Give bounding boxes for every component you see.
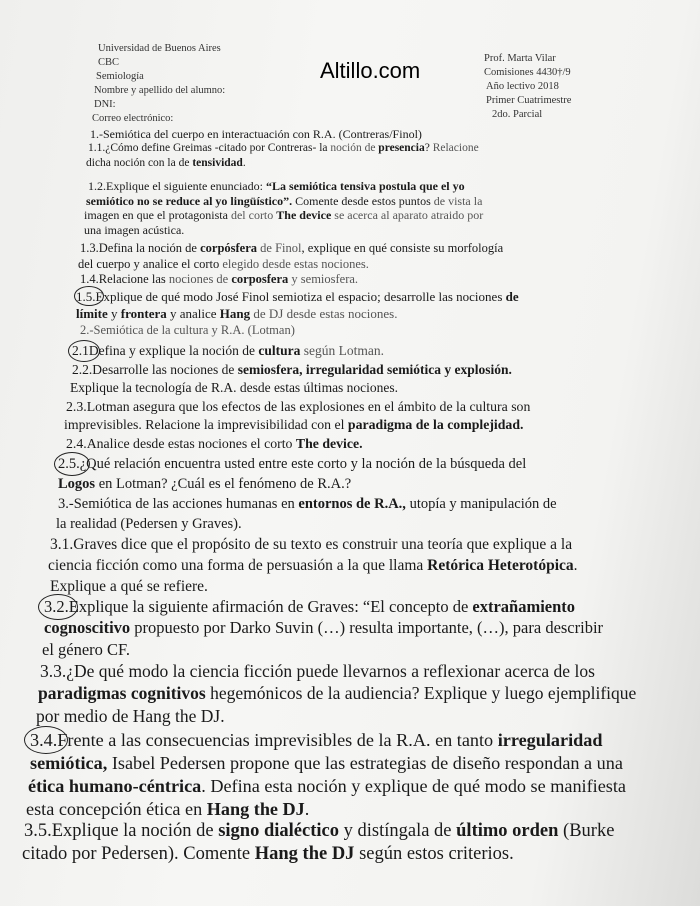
question-line [48, 558, 578, 574]
header-right-line: Primer Cuatrimestre [486, 95, 572, 106]
text-segment: del cuerpo y analice el corto [78, 257, 223, 271]
question-line [84, 209, 483, 221]
bold-term: entornos de R.A., [298, 496, 406, 512]
bold-term: Hang the DJ [206, 799, 305, 819]
question-line [28, 777, 626, 795]
text-segment: 3.-Semiótica de las acciones humanas en [58, 496, 299, 512]
hand-drawn-circle [74, 286, 104, 306]
text-segment: y distíngala de [338, 821, 457, 841]
bold-term: último orden [456, 821, 559, 841]
bold-term: ética humano-céntrica [28, 776, 202, 796]
text-segment: Isabel Pedersen propone que las estrategias de diseño respondan a una [107, 753, 623, 773]
question-line [58, 457, 526, 472]
question-line [76, 290, 519, 303]
watermark: Altillo.com [320, 58, 421, 83]
text-segment: 3.2.Explique la siguiente afirmación de Graves: “El concepto de [44, 597, 473, 616]
header-right-line: Año lectivo 2018 [486, 81, 559, 92]
question-line [40, 663, 595, 681]
question-line [56, 517, 242, 532]
bold-term: frontera [120, 306, 167, 321]
text-segment: del corto [230, 208, 277, 222]
header-right-line: Prof. Marta Vilar [484, 53, 556, 64]
question-line [44, 620, 603, 637]
question-line [80, 242, 503, 255]
hand-drawn-circle [38, 594, 78, 620]
question-line [76, 307, 397, 320]
bold-term: Hang [219, 306, 251, 321]
text-segment: de vista la [433, 194, 483, 208]
text-segment: (Burke [558, 821, 615, 841]
hand-drawn-circle [68, 340, 100, 362]
question-line [86, 195, 482, 207]
text-segment: imagen en que el protagonista [84, 208, 231, 222]
bold-term: Logos [58, 476, 96, 492]
text-segment: una imagen acústica. [84, 223, 185, 237]
bold-term: irregularidad [497, 730, 603, 750]
text-segment: Explique la tecnología de R.A. desde estas últimas nociones. [70, 380, 399, 395]
question-line [30, 754, 623, 772]
text-segment: 2.3.Lotman asegura que los efectos de las explosiones en el ámbito de la cultura son [66, 399, 531, 414]
header-right-line: Comisiones 4430†/9 [484, 67, 571, 78]
question-line [58, 477, 351, 492]
text-segment: , explique en qué consiste su morfología [301, 241, 504, 255]
header-left-line: CBC [98, 57, 120, 68]
text-segment: 1.5.Explique de qué modo José Finol semiotiza el espacio; desarrolle las nociones [76, 289, 506, 304]
question-line [88, 180, 465, 192]
bold-term: The device. [295, 436, 363, 451]
text-segment: 2.1Defina y explique la noción de [72, 343, 259, 358]
bold-term: límite [76, 306, 108, 321]
text-segment: Comente desde estos puntos [292, 194, 434, 208]
text-segment: por medio de Hang the DJ. [36, 706, 225, 726]
question-line [86, 158, 246, 170]
text-segment: noción de [330, 142, 379, 154]
text-segment: 3.4.Frente a las consecuencias imprevisibles de la R.A. en tanto [30, 730, 498, 750]
text-segment: según estos criterios. [354, 844, 514, 864]
bold-term: extrañamiento [472, 597, 576, 616]
text-segment: y analice [166, 306, 220, 321]
text-segment: 2.5.¿Qué relación encuentra usted entre este corto y la noción de la búsqueda del [58, 456, 527, 472]
question-line [44, 599, 575, 616]
text-segment: Relacione [432, 142, 479, 154]
header-right-line: 2do. Parcial [492, 109, 543, 120]
text-segment: . Defina esta noción y explique de qué modo se manifiesta [201, 776, 627, 796]
text-segment: y semiosfera. [288, 272, 359, 286]
text-segment: dicha noción con la de [86, 157, 193, 169]
header-left-line: Universidad de Buenos Aires [98, 43, 221, 54]
text-segment: ciencia ficción como una forma de persuasión a la que llama [48, 557, 428, 574]
question-line [36, 708, 225, 726]
question-line [64, 418, 523, 432]
question-line [72, 344, 384, 358]
hand-drawn-circle [54, 452, 90, 476]
text-segment: citado por Pedersen). Comente [22, 844, 255, 864]
text-segment: 1.4.Relacione las [80, 272, 169, 286]
bold-term: paradigma de la complejidad. [347, 417, 524, 432]
question-line [78, 258, 369, 271]
text-segment: el género CF. [42, 640, 131, 659]
text-segment: utopía y manipulación de [405, 496, 557, 512]
hand-drawn-circle [24, 726, 68, 754]
bold-term: semiosfera, irregularidad semiótica y explosión. [237, 362, 512, 377]
text-segment: 3.5.Explique la noción de [24, 821, 219, 841]
bold-term: cultura [258, 343, 301, 358]
header-left-line: Semiología [96, 71, 144, 82]
text-segment: 2.-Semiótica de la cultura y R.A. (Lotman) [80, 323, 295, 337]
question-line [72, 363, 512, 377]
text-segment: Explique a qué se refiere. [50, 578, 208, 595]
text-segment: hegemónicos de la audiencia? Explique y luego ejemplifique [205, 683, 637, 703]
bold-term: Retórica Heterotópica [427, 557, 574, 574]
question-line [50, 579, 208, 595]
question-line [80, 273, 358, 286]
text-segment: . [304, 799, 310, 819]
text-segment: . [242, 157, 246, 169]
question-line [24, 822, 614, 841]
question-line [30, 731, 602, 749]
bold-term: “La semiótica tensiva postula que el yo [265, 179, 465, 193]
header-left-line: DNI: [94, 99, 116, 110]
question-line [66, 437, 363, 451]
text-segment: 1.1.¿Cómo define Greimas -citado por Contreras- la [88, 142, 331, 154]
text-segment: 2.2.Desarrolle las nociones de [72, 362, 238, 377]
question-line [84, 224, 184, 236]
question-line [22, 845, 514, 864]
text-segment: elegido desde estas nociones. [222, 257, 369, 271]
text-segment: imprevisibles. Relacione la imprevisibilidad con el [64, 417, 348, 432]
question-line [38, 685, 636, 703]
text-segment: ? [424, 142, 433, 154]
bold-term: corposfera [231, 272, 289, 286]
text-segment: de Finol [257, 241, 302, 255]
question-line [70, 381, 398, 395]
bold-term: semiótica, [30, 753, 108, 773]
bold-term: presencia [378, 142, 425, 154]
bold-term: Hang the DJ [254, 844, 355, 864]
bold-term: tensividad [192, 157, 243, 169]
question-line [26, 800, 309, 818]
question-line [80, 324, 295, 337]
bold-term: cognoscitivo [44, 618, 131, 637]
text-segment: 1.-Semiótica del cuerpo en interactuación con R.A. (Contreras/Finol) [90, 127, 422, 141]
question-line [90, 128, 422, 140]
bold-term: The device [276, 208, 332, 222]
text-segment: nociones de [168, 272, 232, 286]
text-segment: la realidad (Pedersen y Graves). [56, 516, 242, 532]
text-segment: y [107, 306, 121, 321]
text-segment: propuesto por Darko Suvin (…) resulta importante, (…), para describir [130, 618, 604, 637]
question-line [42, 642, 130, 659]
text-segment: esta concepción ética en [26, 799, 207, 819]
question-line [50, 537, 572, 553]
text-segment: 1.3.Defina la noción de [80, 241, 201, 255]
text-segment: 1.2.Explique el siguiente enunciado: [88, 179, 266, 193]
text-segment: según Lotman. [300, 343, 384, 358]
header-left-line: Nombre y apellido del alumno: [94, 85, 226, 96]
question-line [88, 143, 479, 155]
bold-term: signo dialéctico [218, 821, 339, 841]
text-segment: . [573, 557, 578, 574]
text-segment: de DJ desde estas nociones. [250, 306, 398, 321]
question-line [58, 497, 557, 512]
bold-term: semiótico no se reduce al yo lingüístico”. [86, 194, 293, 208]
question-line [66, 400, 530, 414]
text-segment: se acerca al aparato atraido por [331, 208, 484, 222]
bold-term: paradigmas cognitivos [38, 683, 206, 703]
bold-term: de [505, 289, 519, 304]
text-segment: 3.1.Graves dice que el propósito de su texto es construir una teoría que explique a la [50, 536, 573, 553]
bold-term: corpósfera [200, 241, 258, 255]
text-segment: 2.4.Analice desde estas nociones el corto [66, 436, 296, 451]
text-segment: en Lotman? ¿Cuál es el fenómeno de R.A.? [95, 476, 352, 492]
header-left-line: Correo electrónico: [92, 113, 174, 124]
text-segment: 3.3.¿De qué modo la ciencia ficción puede llevarnos a reflexionar acerca de los [40, 661, 595, 681]
